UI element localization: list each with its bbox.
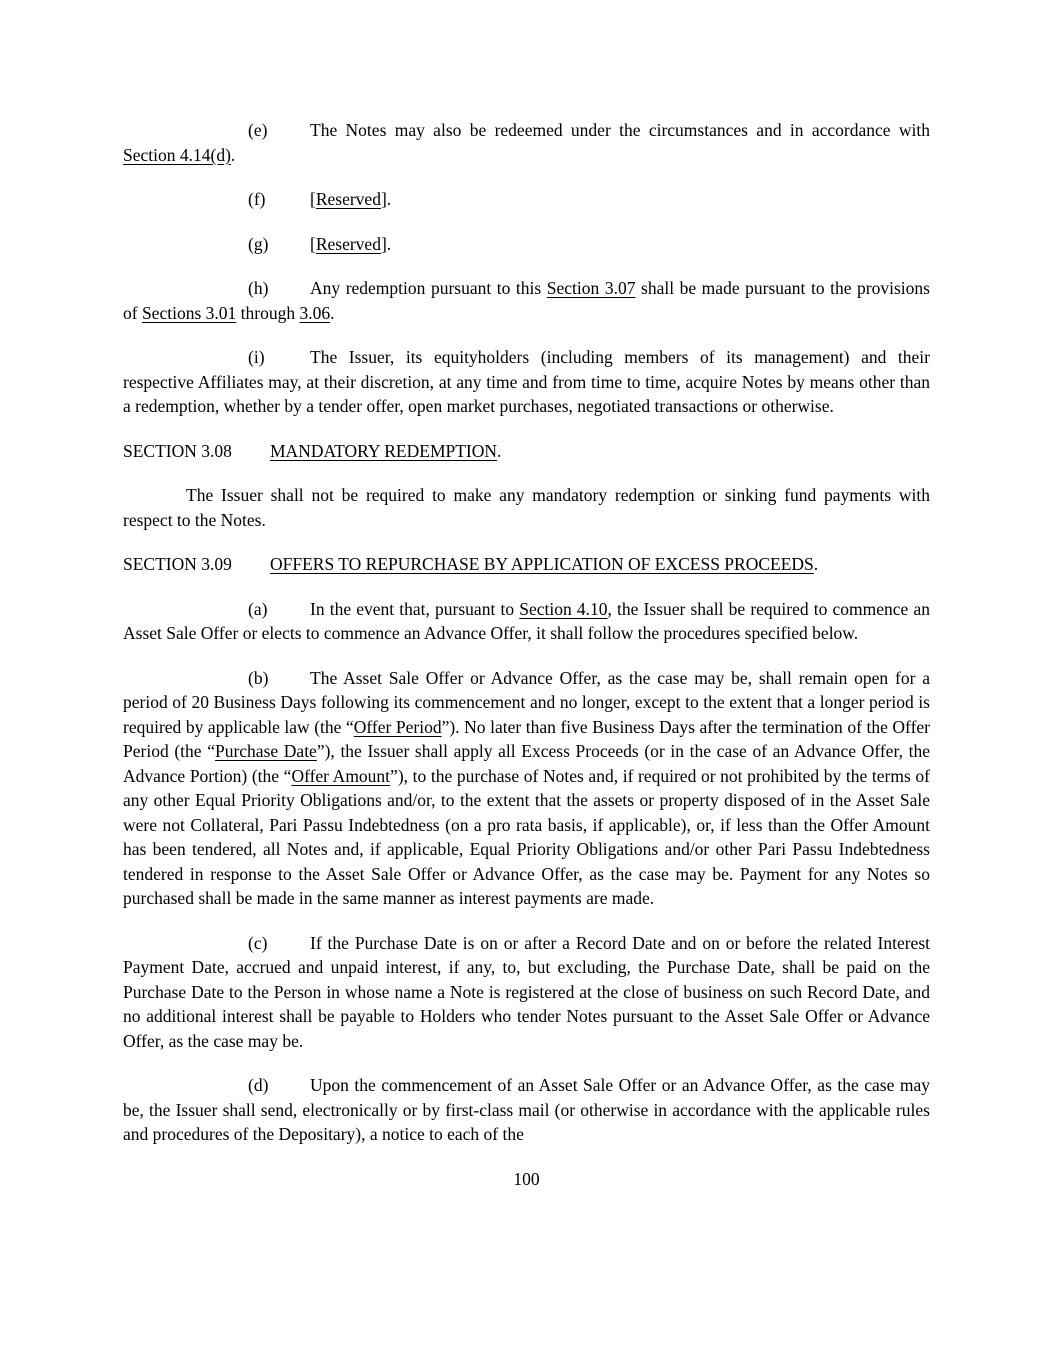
section-heading xyxy=(123,552,930,577)
text-run: . xyxy=(497,440,502,461)
underlined-reference: MANDATORY REDEMPTION xyxy=(270,440,498,461)
text-run: through xyxy=(236,302,300,323)
underlined-reference: Sections 3.01 xyxy=(141,302,237,323)
underlined-reference: Purchase Date xyxy=(214,741,317,761)
page-number: 100 xyxy=(513,1168,540,1189)
text-run: ”). No later than five Business Days after the termination of the Offer Period (the “ xyxy=(123,716,930,761)
text-run: If the Purchase Date is on or after a Record Date and on or before the related Interest Payment Date, accrued and unpaid interest, if any, to, but excluding, the Purchase Date, shall be paid on the Purchase Date to the Person in whose name a Note is registered at the close of business on such Record Date, and no additional interest shall be payable to Holders who tender Notes pursuant to the Asset Sale Offer or Advance Offer, as the case may be. xyxy=(123,932,930,1051)
paragraph-label: (f) xyxy=(248,189,266,209)
underlined-reference: OFFERS TO REPURCHASE BY APPLICATION OF EXCESS PROCEEDS xyxy=(270,554,814,574)
paragraph xyxy=(123,187,930,212)
text-run: ”), the Issuer shall apply all Excess Proceeds (or in the case of an Advance Offer, the Advance Portion) (the “ xyxy=(123,741,930,786)
underlined-reference: Offer Amount xyxy=(291,765,391,786)
section-number: SECTION 3.08 xyxy=(123,440,232,461)
underlined-reference: Section 3.07 xyxy=(546,278,636,298)
paragraph xyxy=(123,276,930,325)
underlined-reference: Section 4.14(d) xyxy=(123,144,231,165)
paragraph xyxy=(123,1073,930,1147)
underlined-reference: 3.06 xyxy=(299,302,331,323)
paragraph xyxy=(123,597,930,646)
paragraph-label: (d) xyxy=(248,1075,269,1095)
paragraph xyxy=(123,232,930,257)
paragraph-label: (h) xyxy=(248,278,269,298)
paragraph xyxy=(123,118,930,167)
underlined-reference: Section 4.10 xyxy=(519,598,608,619)
text-run: . xyxy=(330,302,335,323)
text-run: . xyxy=(813,554,819,574)
paragraph-label: (a) xyxy=(248,598,268,619)
section-number: SECTION 3.09 xyxy=(123,554,232,574)
document-body xyxy=(123,118,930,1147)
text-run: In the event that, pursuant to xyxy=(310,598,520,619)
paragraph xyxy=(123,483,930,532)
text-run: ”), to the purchase of Notes and, if required or not prohibited by the terms of any other Equal Priority Obligations and/or, to the extent that the assets or property disposed of in the Asset Sale were not Collateral, Pari Passu Indebtedness (on a pro rata basis, if applicable), or, if less than the Offer Amount has been tendered, all Notes and, if applicable, Equal Priority Obligations and/or other Pari Passu Indebtedness tendered in response to the Asset Sale Offer or Advance Offer, as the case may be. Payment for any Notes so purchased shall be made in the same manner as interest payments are made. xyxy=(123,765,930,908)
paragraph-label: (c) xyxy=(248,932,268,953)
text-run: shall be made pursuant to the provisions of xyxy=(123,278,930,323)
text-run: [ xyxy=(310,233,316,254)
text-run: , the Issuer shall be required to commence an Asset Sale Offer or elects to commence an Advance Offer, it shall follow the procedures specified below. xyxy=(123,598,930,643)
text-run: . xyxy=(230,144,236,165)
text-run: ]. xyxy=(380,233,392,254)
paragraph xyxy=(123,666,930,911)
text-run: Any redemption pursuant to this xyxy=(310,278,547,298)
text-run: [ xyxy=(310,189,316,209)
paragraph xyxy=(123,345,930,419)
paragraph xyxy=(123,931,930,1054)
text-run: The Issuer, its equityholders (including members of its management) and their respective Affiliates may, at their discretion, at any time and from time to time, acquire Notes by means other than a redemption, whether by a tender offer, open market purchases, negotiated transactions or otherwise. xyxy=(123,347,930,416)
section-heading xyxy=(123,439,930,464)
paragraph-label: (g) xyxy=(248,233,269,254)
underlined-reference: Reserved xyxy=(315,189,381,209)
text-run: ]. xyxy=(380,189,392,209)
underlined-reference: Reserved xyxy=(315,233,381,254)
paragraph-label: (i) xyxy=(248,347,265,367)
paragraph-label: (e) xyxy=(248,120,268,140)
text-run: The Asset Sale Offer or Advance Offer, as the case may be, shall remain open for a period of 20 Business Days following its commencement and no longer, except to the extent that a longer period is required by applicable law (the “ xyxy=(123,667,930,737)
text-run: The Issuer shall not be required to make any mandatory redemption or sinking fund payments with respect to the Notes. xyxy=(123,485,930,530)
paragraph-label: (b) xyxy=(248,667,269,688)
underlined-reference: Offer Period xyxy=(353,716,442,737)
text-run: Upon the commencement of an Asset Sale Offer or an Advance Offer, as the case may be, the Issuer shall send, electronically or by first-class mail (or otherwise in accordance with the applicable rules and procedures of the Depositary), a notice to each of the xyxy=(123,1075,930,1144)
text-run: The Notes may also be redeemed under the circumstances and in accordance with xyxy=(310,120,930,140)
